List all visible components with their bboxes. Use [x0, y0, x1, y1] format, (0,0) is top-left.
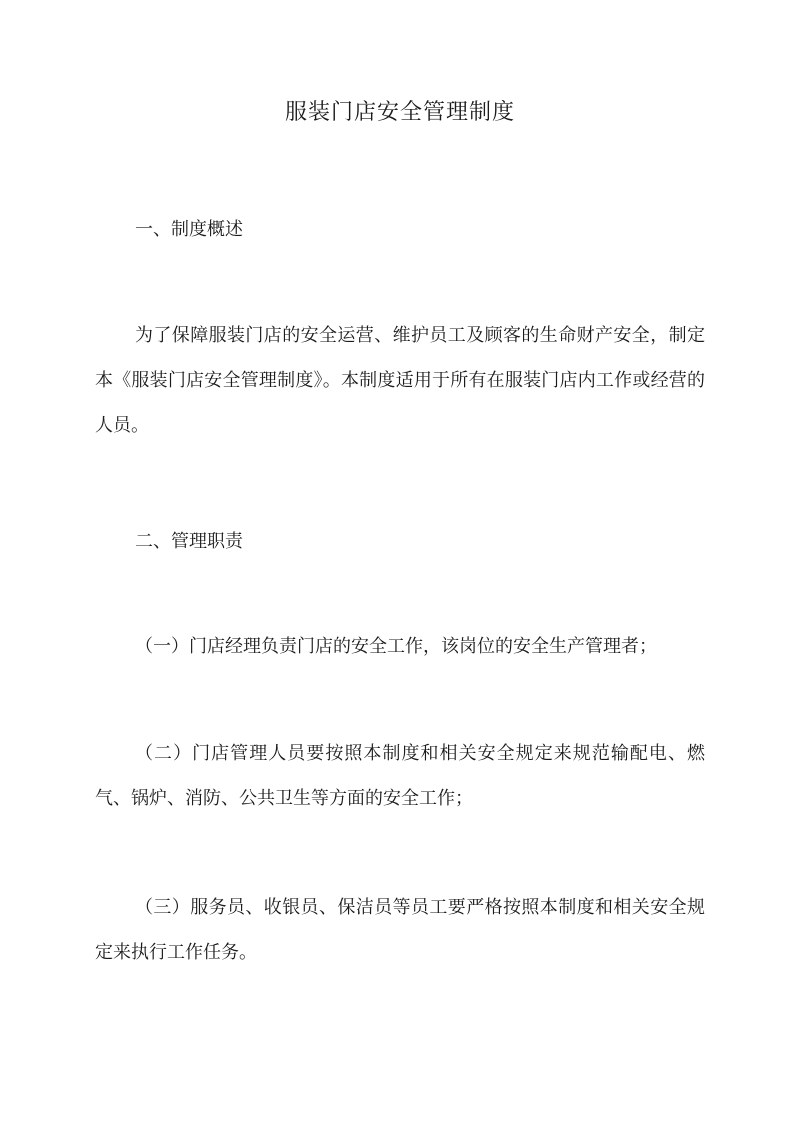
section-heading-overview: 一、制度概述 — [135, 219, 243, 240]
responsibility-item-1: （一）门店经理负责门店的安全工作，该岗位的安全生产管理者； — [135, 636, 657, 657]
responsibility-item-3: （三）服务员、收银员、保洁员等员工要严格按照本制度和相关安全规定来执行工作任务。 — [95, 897, 705, 963]
document-title: 服装门店安全管理制度 — [284, 100, 515, 125]
responsibility-item-2: （二）门店管理人员要按照本制度和相关安全规定来规范输配电、燃气、锅炉、消防、公共卫生等方面的安全工作； — [95, 743, 705, 809]
section-heading-responsibilities: 二、管理职责 — [135, 531, 243, 552]
overview-paragraph: 为了保障服装门店的安全运营、维护员工及顾客的生命财产安全，制定本《服装门店安全管理制度》。本制度适用于所有在服装门店内工作或经营的人员。 — [95, 325, 705, 436]
